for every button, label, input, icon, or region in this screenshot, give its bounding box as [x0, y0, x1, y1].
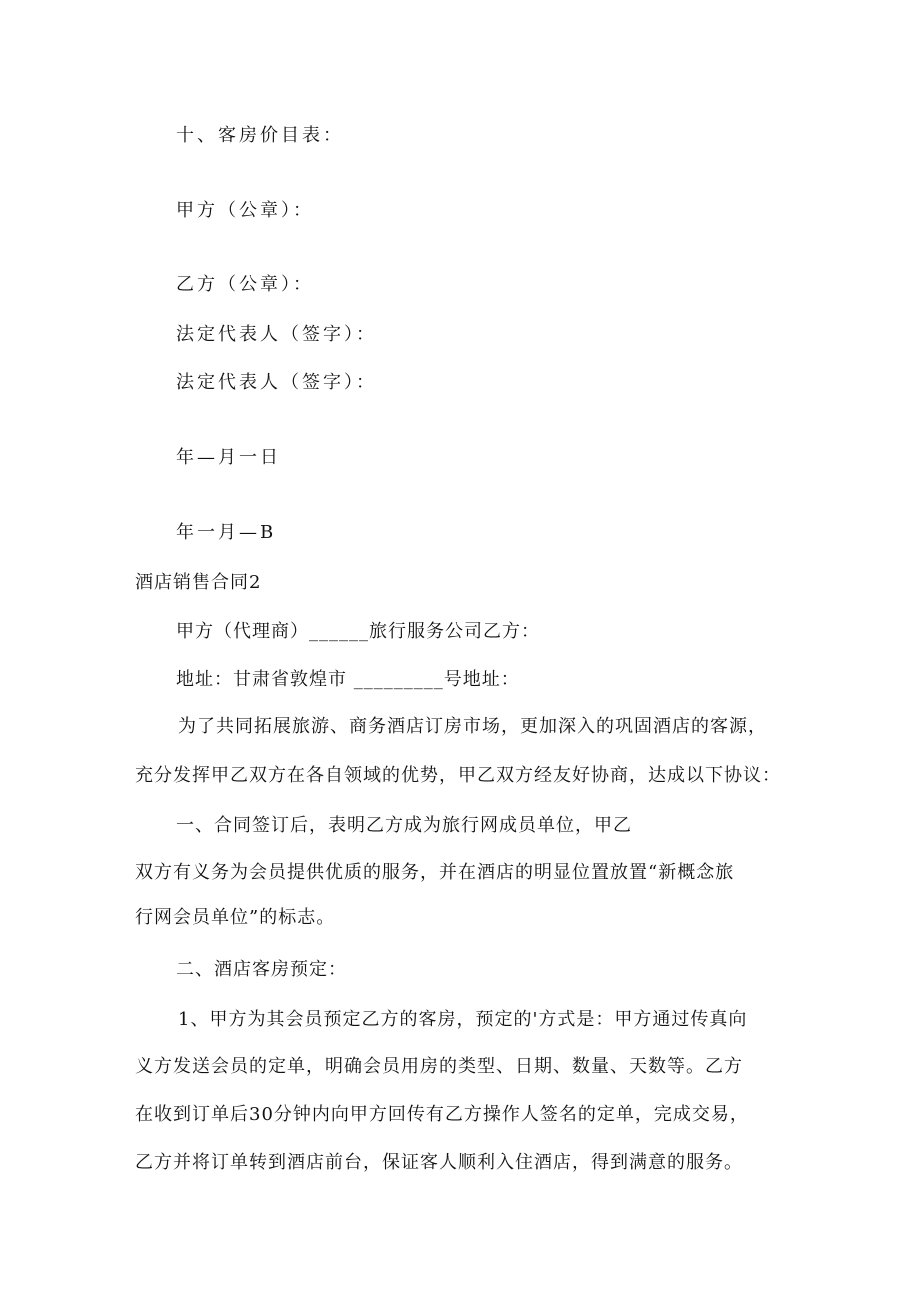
- legal-representative-signature-b: 法定代表人（签字）：: [176, 372, 377, 393]
- clause-2-1-line-2: 义方发送会员的定单，明确会员用房的类型、日期、数量、天数等。乙方: [135, 1056, 743, 1077]
- clause-1-line-2: 双方有义务为会员提供优质的服务，并在酒店的明显位置放置“新概念旅: [135, 862, 735, 883]
- party-b-seal-label: 乙方（公章）：: [176, 274, 314, 295]
- preamble-line-1: 为了共同拓展旅游、商务酒店订房市场，更加深入的巩固酒店的客源，: [178, 716, 767, 737]
- clause-2-1-line-1: 1、甲方为其会员预定乙方的客房，预定的'方式是：甲方通过传真向: [178, 1009, 748, 1030]
- clause-2-1-line-3: 在收到订单后30分钟内向甲方回传有乙方操作人签名的定单，完成交易，: [135, 1104, 749, 1125]
- clause-1-line-3: 行网会员单位”的标志。: [135, 907, 336, 928]
- clause-1-line-1: 一、合同签订后，表明乙方成为旅行网成员单位，甲乙: [176, 815, 632, 836]
- section-heading-reservation: 二、酒店客房预定：: [176, 959, 347, 980]
- preamble-line-2: 充分发挥甲乙双方在各自领域的优势，甲乙双方经友好协商，达成以下协议：: [135, 765, 781, 786]
- date-line-b: 年一月—B: [176, 522, 277, 543]
- clause-2-1-line-4: 乙方并将订单转到酒店前台，保证客人顺利入住酒店，得到满意的服务。: [135, 1152, 743, 1173]
- legal-representative-signature-a: 法定代表人（签字）：: [176, 324, 377, 345]
- contract-title: 酒店销售合同2: [135, 572, 262, 593]
- date-line-a: 年—月一日: [176, 447, 281, 468]
- party-a-agent-line: 甲方（代理商）______旅行服务公司乙方：: [176, 621, 540, 642]
- section-heading-room-rates: 十、客房价目表：: [176, 125, 344, 146]
- party-a-seal-label: 甲方（公章）：: [176, 200, 314, 221]
- address-line: 地址：甘肃省敦煌市 _________号地址：: [176, 669, 520, 690]
